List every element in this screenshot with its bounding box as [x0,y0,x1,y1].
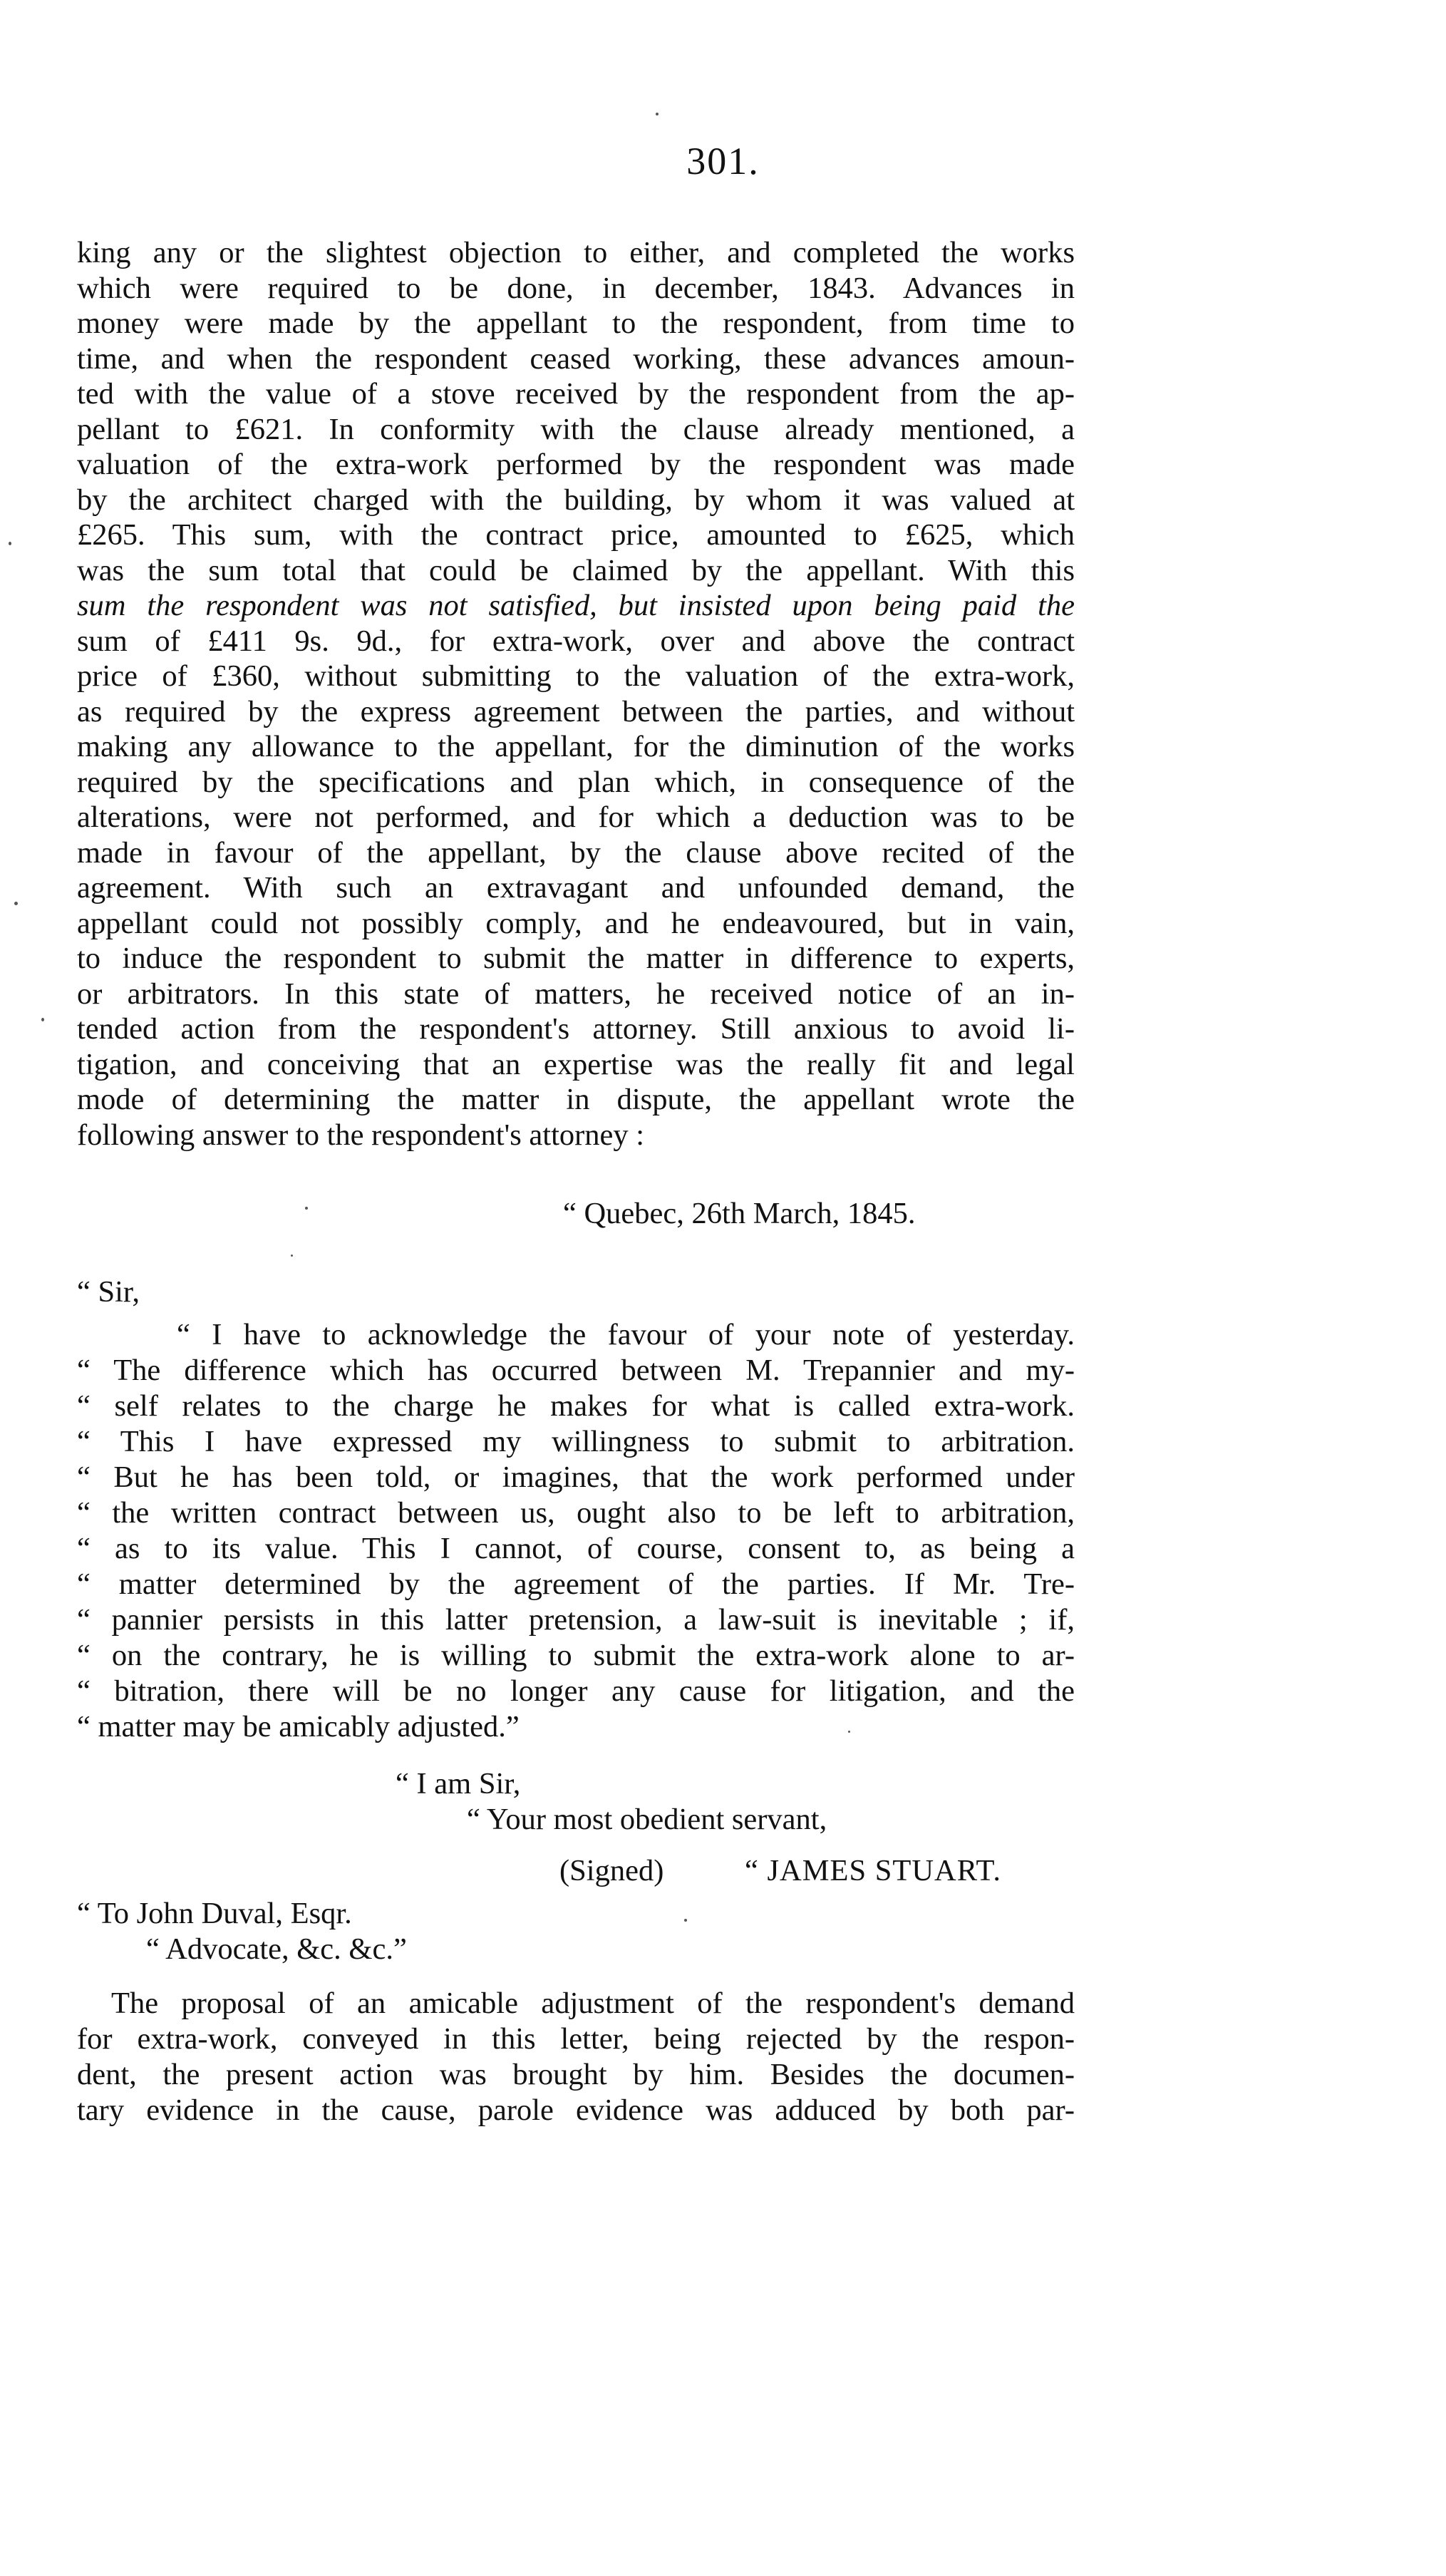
letter-line: “ This I have expressed my willingness to submit to arbitration. [77,1425,1075,1458]
letter-line: “ The difference which has occurred between M. Trepannier and my- [77,1354,1075,1387]
scan-speck [684,1919,687,1922]
letter-line: “ bitration, there will be no longer any cause for litigation, and the [77,1674,1075,1708]
scan-speck [291,1254,293,1257]
body-line: The proposal of an amicable adjustment of the respondent's demand [111,1987,1075,2020]
opening-paragraph [77,235,1075,1153]
body-line: £265. This sum, with the contract price, amounted to £625, which [77,518,1075,552]
letter-body [77,1317,1075,1745]
letter-line: “ matter may be amicably adjusted.” [77,1710,520,1743]
scan-speck [9,542,11,545]
letter-line: “ I have to acknowledge the favour of your note of yesterday. [177,1318,1075,1351]
body-line: sum of £411 9s. 9d., for extra-work, over and above the contract [77,624,1075,658]
body-line: required by the specifications and plan which, in consequence of the [77,765,1075,799]
body-line: agreement. With such an extravagant and unfounded demand, the [77,871,1075,905]
letter-line: “ the written contract between us, ought also to be left to arbitration, [77,1496,1075,1530]
scan-speck [848,1731,850,1733]
body-line: appellant could not possibly comply, and he endeavoured, but in vain, [77,906,1075,940]
body-line: tary evidence in the cause, parole evidence was adduced by both par- [77,2093,1075,2127]
letter-line: “ But he has been told, or imagines, that the work performed under [77,1460,1075,1494]
body-line: as required by the express agreement between the parties, and without [77,694,1075,728]
letter-line: “ matter determined by the agreement of the parties. If Mr. Tre- [77,1567,1075,1601]
page-number: 301. [686,140,760,182]
body-line: ted with the value of a stove received by the respondent from the ap- [77,377,1075,411]
signed-label: (Signed) [559,1854,664,1887]
closing-paragraph [77,1986,1075,2128]
scan-speck [41,1018,44,1021]
body-line: which were required to be done, in december, 1843. Advances in [77,271,1075,305]
body-line: price of £360, without submitting to the valuation of the extra-work, [77,659,1075,693]
scan-speck [656,113,659,115]
body-line: sum the respondent was not satisfied, but insisted upon being paid the [77,589,1075,622]
body-line: making any allowance to the appellant, for the diminution of the works [77,730,1075,763]
body-line: valuation of the extra-work performed by the respondent was made [77,448,1075,481]
body-line: pellant to £621. In conformity with the clause already mentioned, a [77,412,1075,446]
scan-speck [305,1207,308,1210]
letter-line: “ on the contrary, he is willing to submit the extra-work alone to ar- [77,1639,1075,1672]
scan-speck [14,902,18,905]
body-line: money were made by the appellant to the respondent, from time to [77,306,1075,340]
letter-salutation: “ Sir, [77,1275,140,1309]
body-line: made in favour of the appellant, by the clause above recited of the [77,835,1075,870]
body-line: time, and when the respondent ceased working, these advances amoun- [77,341,1075,376]
addressee-title: “ Advocate, &c. &c.” [146,1932,407,1966]
body-line: tigation, and conceiving that an expertise was the really fit and legal [77,1047,1075,1081]
body-line: tended action from the respondent's attorney. Still anxious to avoid li- [77,1012,1075,1046]
body-line: dent, the present action was brought by him. Besides the documen- [77,2058,1075,2091]
body-line: for extra-work, conveyed in this letter, being rejected by the respon- [77,2022,1075,2056]
body-line: king any or the slightest objection to either, and completed the works [77,236,1075,269]
letter-closing-servant: “ Your most obedient servant, [467,1803,827,1836]
letter-line: “ as to its value. This I cannot, of course, consent to, as being a [77,1532,1075,1565]
body-line: alterations, were not performed, and for which a deduction was to be [77,800,1075,834]
signature-name: “ JAMES STUART. [745,1854,1001,1887]
body-line: by the architect charged with the building, by whom it was valued at [77,483,1075,517]
body-line: was the sum total that could be claimed by the appellant. With this [77,553,1075,587]
letter-line: “ self relates to the charge he makes for what is called extra-work. [77,1389,1075,1423]
body-line: following answer to the respondent's attorney : [77,1118,645,1152]
body-line: or arbitrators. In this state of matters, he received notice of an in- [77,977,1075,1011]
addressee-name: “ To John Duval, Esqr. [77,1897,352,1930]
letter-line: “ pannier persists in this latter pretension, a law-suit is inevitable ; if, [77,1603,1075,1637]
letter-closing: “ I am Sir, [396,1767,521,1800]
body-line: to induce the respondent to submit the matter in difference to experts, [77,942,1075,975]
body-line: mode of determining the matter in dispute, the appellant wrote the [77,1083,1075,1116]
letter-dateline: “ Quebec, 26th March, 1845. [563,1197,916,1230]
